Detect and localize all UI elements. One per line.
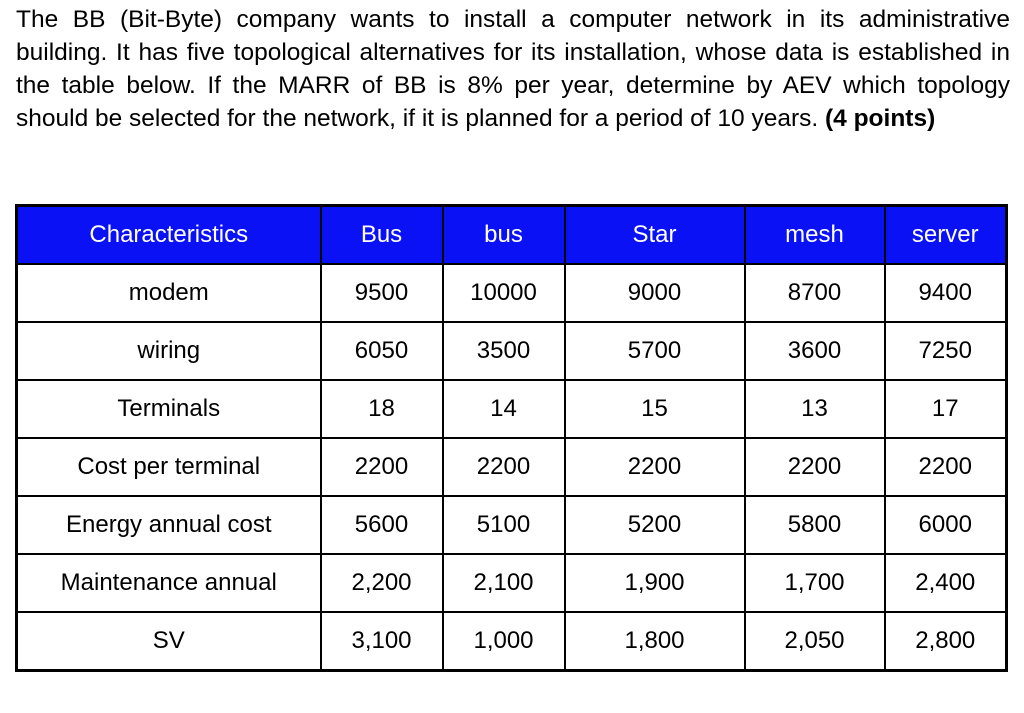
points-label: (4 points) bbox=[824, 105, 936, 132]
table-cell: 14 bbox=[443, 380, 565, 438]
table-cell: 17 bbox=[885, 380, 1007, 438]
topology-table bbox=[15, 204, 1008, 672]
table-cell: 9000 bbox=[565, 264, 745, 322]
header-characteristics: Characteristics bbox=[17, 206, 321, 265]
row-label: Energy annual cost bbox=[17, 496, 321, 554]
table-cell: 2200 bbox=[565, 438, 745, 496]
table-row-energy-annual-cost bbox=[17, 496, 1007, 554]
table-cell: 5600 bbox=[321, 496, 443, 554]
header-mesh: mesh bbox=[745, 206, 885, 265]
row-label: Cost per terminal bbox=[17, 438, 321, 496]
table-cell: 2,400 bbox=[885, 554, 1007, 612]
table-cell: 3,100 bbox=[321, 612, 443, 671]
header-bus-2: bus bbox=[443, 206, 565, 265]
table-cell: 5700 bbox=[565, 322, 745, 380]
table-cell: 13 bbox=[745, 380, 885, 438]
table-cell: 5200 bbox=[565, 496, 745, 554]
table-cell: 5100 bbox=[443, 496, 565, 554]
problem-statement bbox=[16, 3, 1010, 135]
table-cell: 2,800 bbox=[885, 612, 1007, 671]
table-cell: 15 bbox=[565, 380, 745, 438]
table-cell: 5800 bbox=[745, 496, 885, 554]
row-label: SV bbox=[17, 612, 321, 671]
row-label: Terminals bbox=[17, 380, 321, 438]
table-cell: 9400 bbox=[885, 264, 1007, 322]
table-cell: 2200 bbox=[321, 438, 443, 496]
table-cell: 2200 bbox=[443, 438, 565, 496]
table-cell: 2,100 bbox=[443, 554, 565, 612]
table-cell: 18 bbox=[321, 380, 443, 438]
table-cell: 2200 bbox=[885, 438, 1007, 496]
table-cell: 8700 bbox=[745, 264, 885, 322]
table-cell: 6050 bbox=[321, 322, 443, 380]
table-cell: 7250 bbox=[885, 322, 1007, 380]
header-row bbox=[17, 206, 1007, 265]
table-row-wiring bbox=[17, 322, 1007, 380]
header-server: server bbox=[885, 206, 1007, 265]
table-cell: 2,200 bbox=[321, 554, 443, 612]
table-cell: 2200 bbox=[745, 438, 885, 496]
table-cell: 2,050 bbox=[745, 612, 885, 671]
row-label: Maintenance annual bbox=[17, 554, 321, 612]
header-bus-1: Bus bbox=[321, 206, 443, 265]
table-cell: 3600 bbox=[745, 322, 885, 380]
table-row-sv bbox=[17, 612, 1007, 671]
problem-text: The BB (Bit-Byte) company wants to install a computer network in its administrative building. It has five topological alternatives for its installation, whose data is established in the table below. If the MARR of BB is 8% per year, determine by AEV which topology should be selected for the network, if it is planned for a period of 10 years. bbox=[16, 6, 1010, 132]
table-cell: 3500 bbox=[443, 322, 565, 380]
table-cell: 1,000 bbox=[443, 612, 565, 671]
table-cell: 1,800 bbox=[565, 612, 745, 671]
table-row-cost-per-terminal bbox=[17, 438, 1007, 496]
table-row-maintenance-annual bbox=[17, 554, 1007, 612]
table-cell: 1,900 bbox=[565, 554, 745, 612]
row-label: modem bbox=[17, 264, 321, 322]
row-label: wiring bbox=[17, 322, 321, 380]
header-star: Star bbox=[565, 206, 745, 265]
table-cell: 1,700 bbox=[745, 554, 885, 612]
table-row-modem bbox=[17, 264, 1007, 322]
table-cell: 10000 bbox=[443, 264, 565, 322]
table-cell: 6000 bbox=[885, 496, 1007, 554]
table-cell: 9500 bbox=[321, 264, 443, 322]
table-row-terminals bbox=[17, 380, 1007, 438]
